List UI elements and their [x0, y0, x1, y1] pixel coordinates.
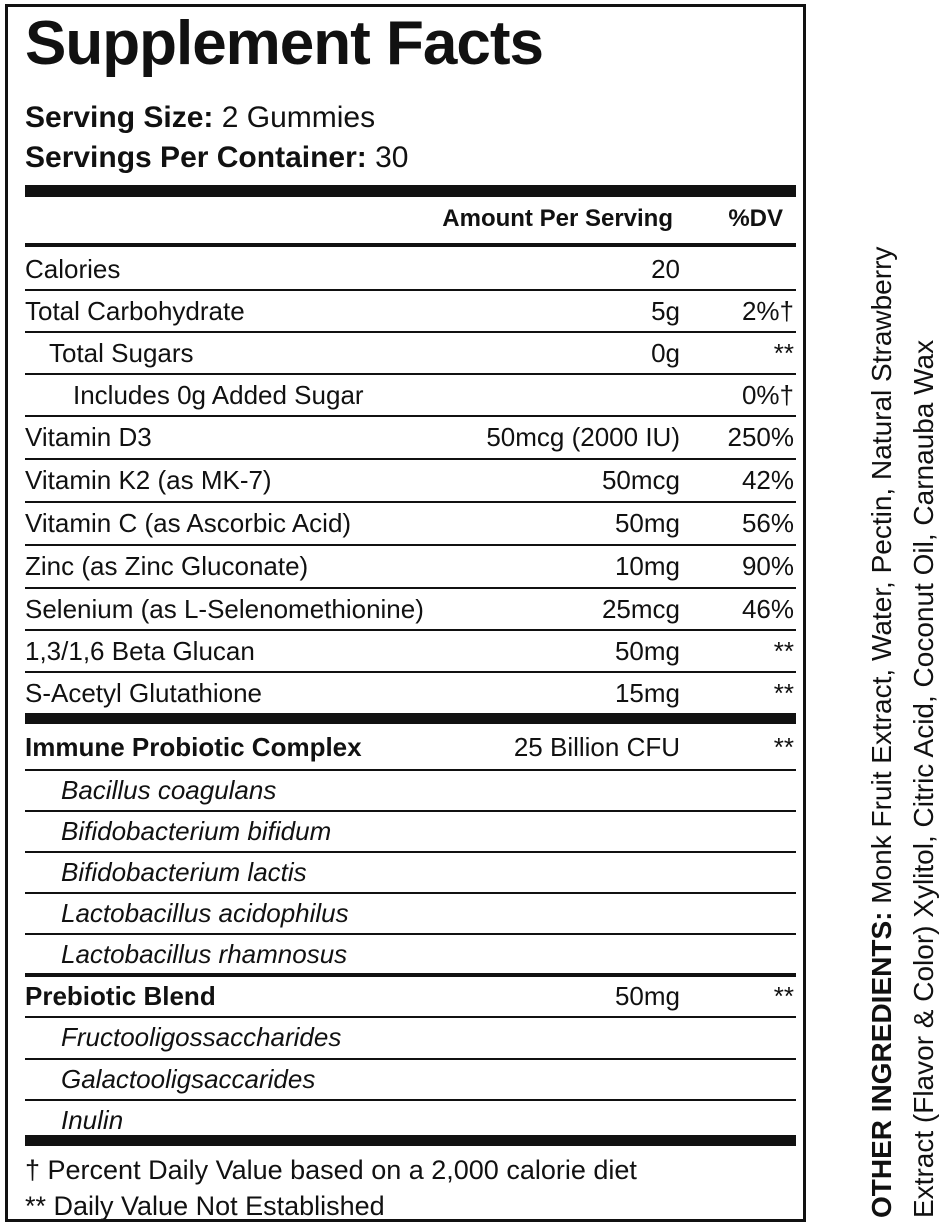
header-rule [25, 243, 796, 247]
prebiotic-item: Inulin [61, 1105, 124, 1135]
nutrient-name: Total Sugars [49, 338, 194, 368]
divider-top [25, 185, 796, 197]
nutrient-dv: ** [773, 636, 794, 666]
nutrient-dv: ** [773, 338, 794, 368]
nutrient-dv: ** [773, 678, 794, 708]
nutrient-name: Selenium (as L-Selenomethionine) [25, 594, 424, 624]
panel-title: Supplement Facts [25, 9, 543, 78]
footnote-dagger: † Percent Daily Value based on a 2,000 calorie diet [25, 1155, 637, 1185]
nutrient-name: S-Acetyl Glutathione [25, 678, 263, 708]
nutrient-name: Zinc (as Zinc Gluconate) [25, 551, 309, 581]
nutrient-row [25, 460, 796, 500]
other-ingredients [861, 118, 945, 1218]
nutrient-dv: 56% [741, 508, 794, 538]
strain-name: Bacillus coagulans [61, 775, 277, 805]
nutrient-dv: 250% [727, 422, 794, 452]
nutrient-dv: 42% [741, 465, 794, 495]
nutrient-amount: 50mg [614, 508, 680, 538]
nutrient-name: Vitamin D3 [25, 422, 152, 452]
servings-per-container [25, 143, 408, 173]
header-amount: Amount Per Serving [442, 205, 673, 232]
other-ingredients-line-1 [861, 118, 903, 1218]
prebiotic-dv: ** [773, 981, 794, 1011]
strain-name: Bifidobacterium lactis [61, 857, 307, 887]
nutrient-name: Vitamin C (as Ascorbic Acid) [25, 508, 352, 538]
prebiotic-amount: 50mg [614, 981, 680, 1011]
serving-size-value: 2 Gummies [221, 101, 376, 134]
nutrient-name: Vitamin K2 (as MK-7) [25, 465, 272, 495]
nutrient-row [25, 546, 796, 586]
nutrient-name: Total Carbohydrate [25, 296, 245, 326]
nutrient-row [25, 417, 796, 457]
nutrient-row [25, 249, 796, 289]
nutrient-amount: 20 [651, 254, 680, 284]
nutrient-amount: 50mcg [601, 465, 680, 495]
prebiotic-item: Galactooligsaccarides [61, 1064, 316, 1094]
nutrient-row [25, 673, 796, 713]
nutrient-amount: 10mg [614, 551, 680, 581]
servings-per-value: 30 [375, 141, 409, 174]
nutrient-row [25, 631, 796, 671]
divider-middle [25, 713, 796, 724]
header-dv: %DV [728, 205, 783, 232]
prebiotic-item-row [25, 1017, 796, 1057]
probiotic-row [25, 727, 796, 767]
prebiotic-item-row [25, 1100, 796, 1140]
strain-row [25, 770, 796, 810]
nutrient-dv: 46% [741, 594, 794, 624]
supplement-facts-panel [5, 4, 806, 1222]
divider-bottom [25, 1135, 796, 1146]
probiotic-name: Immune Probiotic Complex [25, 732, 362, 762]
other-ingredients-text-2: Extract (Flavor & Color) Xylitol, Citric Acid, Coconut Oil, Carnauba Wax [908, 339, 939, 1218]
footnote-asterisk: ** Daily Value Not Established [25, 1191, 385, 1221]
nutrient-amount: 50mcg (2000 IU) [486, 422, 680, 452]
strain-row [25, 852, 796, 892]
nutrient-row [25, 375, 796, 415]
nutrient-amount: 25mcg [601, 594, 680, 624]
other-ingredients-text-1: Monk Fruit Extract, Water, Pectin, Natural Strawberry [866, 246, 897, 904]
strain-name: Lactobacillus rhamnosus [61, 939, 348, 969]
nutrient-amount: 0g [651, 338, 680, 368]
servings-per-label: Servings Per Container: [25, 141, 367, 174]
strain-name: Bifidobacterium bifidum [61, 816, 332, 846]
strain-name: Lactobacillus acidophilus [61, 898, 349, 928]
nutrient-name: Includes 0g Added Sugar [73, 380, 364, 410]
nutrient-amount: 5g [651, 296, 680, 326]
nutrient-amount: 50mg [614, 636, 680, 666]
nutrient-row [25, 333, 796, 373]
strain-row [25, 811, 796, 851]
nutrient-dv: 90% [741, 551, 794, 581]
serving-size [25, 103, 375, 133]
other-ingredients-label: OTHER INGREDIENTS: [866, 911, 897, 1218]
nutrient-name: Calories [25, 254, 121, 284]
nutrient-amount: 15mg [614, 678, 680, 708]
strain-row [25, 934, 796, 974]
prebiotic-item: Fructooligossaccharides [61, 1022, 342, 1052]
strain-row [25, 893, 796, 933]
probiotic-dv: ** [773, 732, 794, 762]
nutrient-row [25, 291, 796, 331]
nutrient-dv: 0%† [741, 380, 794, 410]
other-ingredients-line-2 [903, 118, 945, 1218]
serving-size-label: Serving Size: [25, 101, 214, 134]
nutrient-row [25, 589, 796, 629]
nutrient-dv: 2%† [741, 296, 794, 326]
nutrient-row [25, 503, 796, 543]
nutrient-name: 1,3/1,6 Beta Glucan [25, 636, 255, 666]
probiotic-amount: 25 Billion CFU [513, 732, 680, 762]
prebiotic-item-row [25, 1059, 796, 1099]
prebiotic-row [25, 976, 796, 1016]
prebiotic-name: Prebiotic Blend [25, 981, 216, 1011]
